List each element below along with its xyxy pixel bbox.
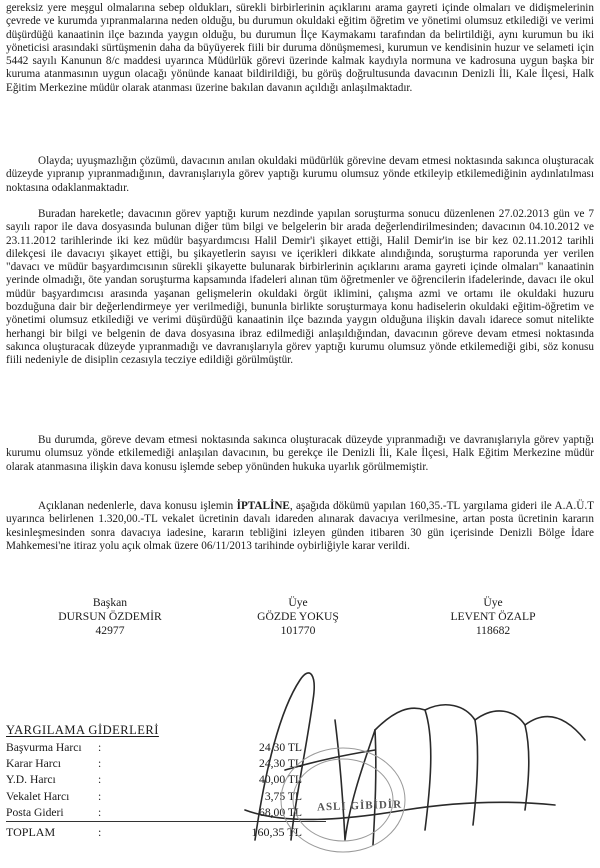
cost-separator: : xyxy=(98,773,102,786)
total-value: 160,35 TL xyxy=(251,825,302,839)
signatory-name: LEVENT ÖZALP xyxy=(450,610,536,623)
signatory-role: Üye xyxy=(288,596,308,609)
paragraph-5-end: , aşağıda dökümü yapılan 160,35.-TL yargılama gideri ile A.A.Ü.T uyarınca belirlenen 1.320,00.-TL vekalet ücretinin davalı idareden alınarak davacıya verilmesine, artan posta ücretinin kararın kesinleşmesinden sonra davacıya iadesine, kararın tebliğini izleyen günden itibaren 30 gün içerisinde Denizli Bölge İdare Mahkemesi'ne itiraz yolu açık olmak üzere 06/11/2013 tarihinde oybirliğiyle karar verildi. xyxy=(6,500,594,552)
signatory-member-1 xyxy=(228,596,368,638)
cost-label: Başvurma Harcı xyxy=(6,741,82,754)
paragraph-3: Buradan hareketle; davacının görev yaptığı kurum nezdinde yapılan soruşturma sonucu düzenlenen 27.02.2013 gün ve 7 sayılı rapor ile dava dosyasında bulunan diğer tüm bilgi ve belgelerin bir arada değerlendirilmesinden; davacının 04.10.2012 ve 23.11.2012 tarihlerinde iki kez müdür başyardımcısı Halil Demir'i şikayet ettiği, Halil Demir'in ise bir kez 02.11.2012 tarihli dilekçesi ile davacıyı şikayet ettiği, bu şikayetlerin sayısı ve içerikleri dikkate alındığında, soruşturma raporunda yer verilen "davacı ve müdür başyardımcısının sürekli şikayette bulunarak birbirlerinin açıklarını arama gayreti içinde olmaları" kanaatinin yerinde olmadığı, öte yandan soruşturma kapsamında ifadeleri alınan tüm öğretmenler ve öğrencilerin ifadelerinde, davacı ile okul müdür başyardımcısı arasında yaşanan gelişmelerin okuldaki örgüt iklimini, çalışma azmi ve ortamı ile okuldaki huzuru bozduğuna dair bir değerlendirmeye yer verilmediği, bununla birlikte soruşturmaya konu hadiselerin okuldaki eğitim-öğretim ve yönetimi olumsuz etkilediği ve verimi düşürdüğü kanaatinin ilçe bazında yaygın olduğuna ilişkin davalı idarece somut nitelikte herhangi bir bilgi ve belgenin de dava dosyasına ibraz edilmediği anlaşıldığından, davacının göreve devam etmesi noktasında sakınca oluşturacak düzeyde yıpranmadığı ve davranışlarıyla görev yaptığı kurumu olumsuz yönde etkilemediği gibi, söz konusu fiili nedeniyle de disiplin cezasıyla tecziye edildiği görülmüştür. xyxy=(6,208,594,367)
cost-label: Vekalet Harcı xyxy=(6,790,70,803)
cost-value: 24,30 TL xyxy=(259,741,302,754)
certified-copy-stamp: ASLI GİBİDİR xyxy=(316,798,403,814)
cost-label: Karar Harcı xyxy=(6,757,62,770)
signatory-president xyxy=(40,596,180,638)
paragraph-2: Olayda; uyuşmazlığın çözümü, davacının anılan okuldaki müdürlük görevine devam etmesi noktasında sakınca oluşturacak düzeyde yıpranıp yıpranmadığının, davranışlarıyla görev yaptığı kurumu olumsuz yönde etkileyip etkilemediğinin aydınlatılması noktasına odaklanmaktadır. xyxy=(6,155,594,194)
costs-title: YARGILAMA GİDERLERİ xyxy=(6,723,159,737)
signatory-name: DURSUN ÖZDEMİR xyxy=(58,610,162,623)
handwritten-signature xyxy=(225,650,600,860)
signatory-role: Üye xyxy=(483,596,503,609)
cost-separator: : xyxy=(98,790,102,803)
paragraph-5-start: Açıklanan nedenlerle, dava konusu işlemin xyxy=(38,500,237,512)
paragraph-4: Bu durumda, göreve devam etmesi noktasında sakınca oluşturacak düzeyde yıpranmadığı ve davranışlarıyla görev yaptığı kurumu olumsuz yönde etkilemediği anlaşılan davacının, bu gerekçe ile Denizli İli, Kale İlçesi, Halk Eğitim Merkezine müdür olarak atanmasına ilişkin dava konusu işlemde sebep yönünden hukuka uyarlık görülmemiştir. xyxy=(6,434,594,473)
total-label: TOPLAM xyxy=(6,825,56,839)
signatory-number: 118682 xyxy=(475,624,511,637)
cost-separator: : xyxy=(98,741,102,754)
cost-label: Posta Gideri xyxy=(6,806,64,819)
cost-separator: : xyxy=(98,757,102,770)
cost-separator: : xyxy=(98,806,102,819)
cost-value: 68,00 TL xyxy=(259,806,302,819)
paragraph-1: gereksiz yere meşgul olmalarına sebep oldukları, sürekli birbirlerinin açıklarını arama gayreti içinde olmaları ve didişmelerinin çevrede ve kurumda yıpranmalarına neden olduğu, bu durumun okuldaki eğitim öğretim ve yönetimi olumsuz etkilediği ve verimi düşürdüğü kanaatinin ilçe bazında yaygın olduğu, bu durumun İlçe Kaymakamı tarafından da belirtildiği, aynı kurumun bu iki yöneticisi arasındaki sürtüşmenin daha da büyüyerek fiili bir duruma dönüşmemesi, kurumun ve kendisinin huzur ve selameti için 5442 sayılı Kanunun 8/c maddesi uyarınca Müdürlük görevi üzerinde kalmak kaydıyla normuna ve kadrosuna uygun başka bir kuruma atanmasının uygun olacağı yönünde kanaat bildirildiği, bu görüş doğrultusunda davacının Denizli İli, Kale İlçesi, Halk Eğitim Merkezine müdür olarak atanması üzerine bakılan davanın açıldığı anlaşılmaktadır. xyxy=(6,2,594,94)
signatory-role: Başkan xyxy=(92,596,128,609)
cost-label: Y.D. Harcı xyxy=(6,773,56,786)
annulment-verdict: İPTALİNE xyxy=(236,500,290,512)
cost-value: 40,00 TL xyxy=(259,773,302,786)
paragraph-5 xyxy=(6,500,594,553)
cost-value: 3,75 TL xyxy=(264,790,302,803)
cost-value: 24,30 TL xyxy=(259,757,302,770)
signatory-name: GÖZDE YOKUŞ xyxy=(257,610,339,623)
total-separator: : xyxy=(98,825,102,839)
signatory-member-2 xyxy=(418,596,568,638)
signatory-number: 42977 xyxy=(95,624,125,637)
signatory-number: 101770 xyxy=(280,624,316,637)
